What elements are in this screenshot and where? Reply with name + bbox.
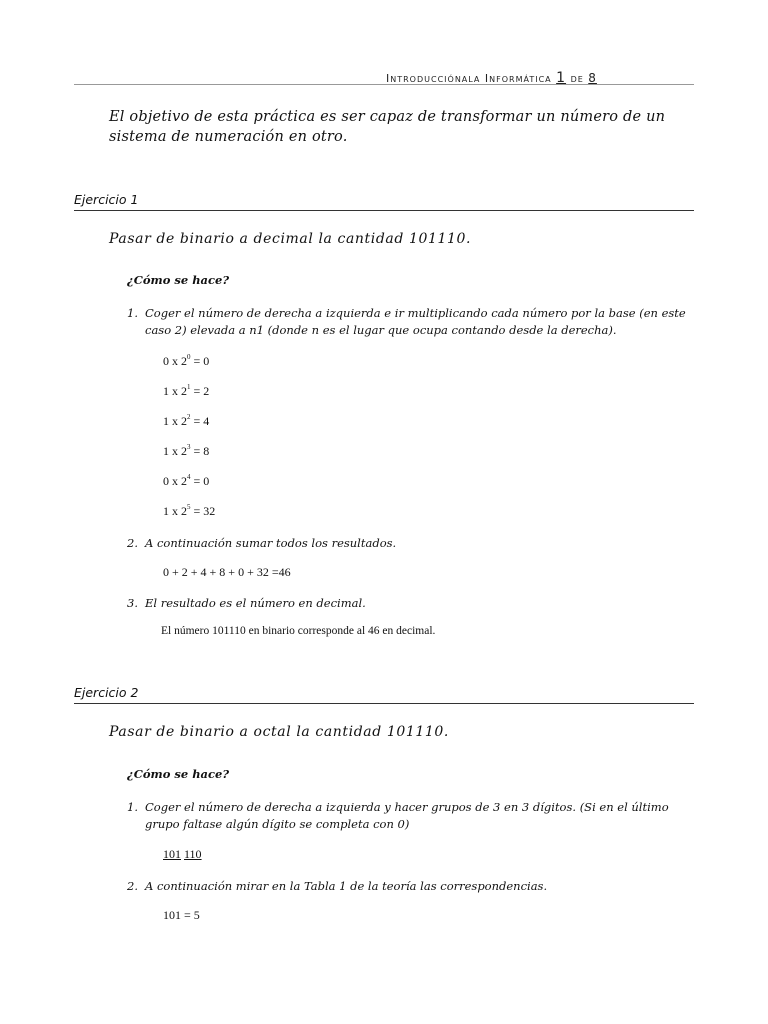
step-number: 3. [127, 596, 138, 610]
calc-exponent: 0 [187, 353, 191, 361]
calc-exponent: 5 [187, 503, 191, 511]
groups-line [163, 847, 202, 862]
calc-exponent: 1 [187, 383, 191, 391]
calc-row [163, 354, 209, 369]
sum-line: 0 + 2 + 4 + 8 + 0 + 32 =46 [163, 565, 291, 579]
intro-paragraph: El objetivo de esta práctica es ser capaz de transformar un número de un sistema de numeración en otro. [109, 109, 666, 145]
exercise-1-title: Ejercicio 1 [74, 192, 139, 207]
calc-row [163, 414, 209, 429]
step-text: A continuación mirar en la Tabla 1 de la teoría las correspondencias. [145, 879, 548, 893]
calc-row [163, 504, 215, 519]
calc-base: 1 x 2 [163, 504, 187, 518]
mapping-line: 101 = 5 [163, 908, 200, 922]
page-total: 8 [588, 71, 597, 85]
step-text: Coger el número de derecha a izquierda e ir multiplicando cada número por la base (en este caso 2) elevada a n1 (donde n es el lugar que ocupa contando desde la derecha). [145, 306, 686, 337]
calc-exponent: 3 [187, 443, 191, 451]
exercise-2-step-2 [127, 878, 687, 895]
header-rule [74, 84, 694, 85]
step-number: 1. [127, 800, 138, 814]
calc-base: 0 x 2 [163, 474, 187, 488]
exercise-2-how-heading: ¿Cómo se hace? [127, 767, 230, 781]
calc-row [163, 384, 209, 399]
calc-base: 0 x 2 [163, 354, 187, 368]
calc-result: = 8 [190, 444, 210, 458]
exercise-2-task: Pasar de binario a octal la cantidad 101110. [109, 724, 449, 740]
binary-group: 110 [184, 847, 202, 861]
exercise-2-rule [74, 703, 694, 704]
step-number: 1. [127, 306, 138, 320]
exercise-2-title: Ejercicio 2 [74, 685, 139, 700]
result-line: El número 101110 en binario corresponde al 46 en decimal. [161, 625, 436, 637]
calc-exponent: 2 [187, 413, 191, 421]
calc-base: 1 x 2 [163, 384, 187, 398]
calc-row [163, 444, 209, 459]
exercise-1-task: Pasar de binario a decimal la cantidad 101110. [109, 231, 472, 247]
calc-result: = 32 [190, 504, 216, 518]
page-sep: de [570, 72, 584, 85]
header-title: Introducciónala Informática [386, 72, 552, 85]
page-current: 1 [556, 70, 567, 86]
exercise-1-step-1 [127, 305, 687, 339]
step-number: 2. [127, 536, 138, 550]
step-number: 2. [127, 879, 138, 893]
binary-group: 101 [163, 847, 181, 861]
exercise-2-step-1 [127, 799, 687, 833]
step-text: Coger el número de derecha a izquierda y hacer grupos de 3 en 3 dígitos. (Si en el último grupo faltase algún dígito se completa con 0) [145, 800, 669, 831]
step-text: A continuación sumar todos los resultados. [145, 536, 397, 550]
exercise-1-how-heading: ¿Cómo se hace? [127, 273, 230, 287]
calc-result: = 4 [190, 414, 210, 428]
calc-exponent: 4 [187, 473, 191, 481]
calc-result: = 0 [190, 354, 210, 368]
exercise-1-rule [74, 210, 694, 211]
calc-row [163, 474, 209, 489]
exercise-1-step-3 [127, 595, 687, 612]
calc-result: = 2 [190, 384, 210, 398]
calc-result: = 0 [190, 474, 210, 488]
step-text: El resultado es el número en decimal. [145, 596, 366, 610]
exercise-1-step-2 [127, 535, 687, 552]
calc-base: 1 x 2 [163, 414, 187, 428]
calc-base: 1 x 2 [163, 444, 187, 458]
